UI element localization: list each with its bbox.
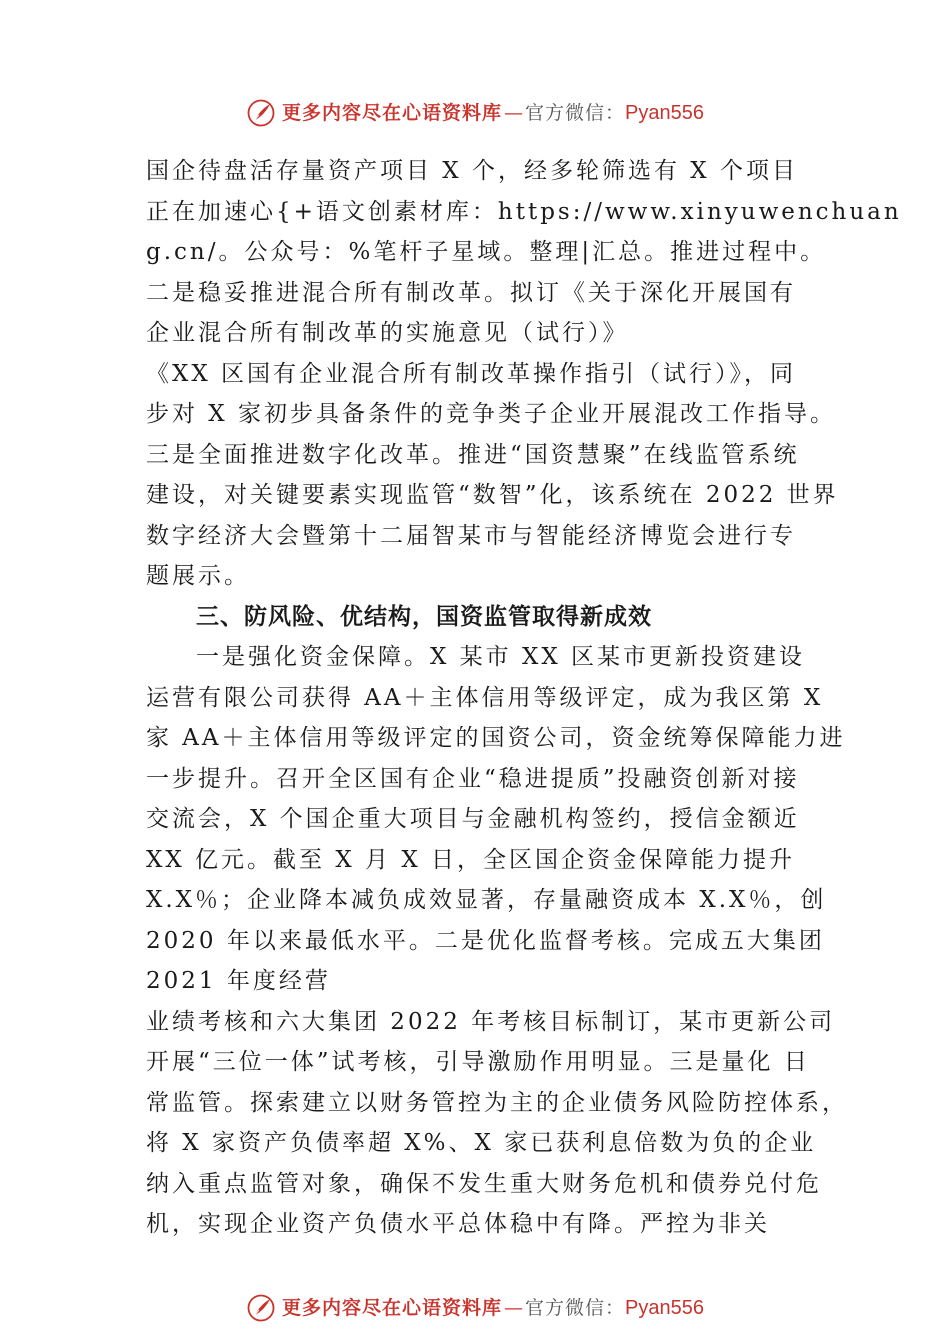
text-line: 交流会，X 个国企重大项目与金融机构签约，授信金额近 [146, 806, 800, 832]
quill-logo-icon [246, 98, 276, 128]
text-line: 数字经济大会暨第十二届智某市与智能经济博览会进行专 [146, 522, 796, 549]
text-line: 常监管。探索建立以财务管控为主的企业债务风险防控体系， [146, 1089, 848, 1116]
text-line: 一步提升。召开全区国有企业“稳进提质”投融资创新对接 [146, 765, 800, 792]
text-line: 国企待盘活存量资产项目 X 个，经多轮筛选有 X 个项目 [146, 158, 798, 184]
text-line: 2021 年度经营 [146, 968, 331, 994]
watermark-dash: — [504, 1296, 524, 1319]
section-heading: 三、防风险、优结构，国资监管取得新成效 [196, 603, 652, 630]
text-line: 开展“三位一体”试考核，引导激励作用明显。三是量化 日 [146, 1049, 810, 1075]
text-line: 机，实现企业资产负债水平总体稳中有降。严控为非关 [146, 1211, 770, 1237]
text-line: XX 亿元。截至 X 月 X 日，全区国企资金保障能力提升 [146, 846, 796, 873]
watermark-brand: 更多内容尽在心语资料库 [282, 1296, 503, 1319]
text-line: g.cn/。公众号：%笔杆子星域。整理|汇总。推进过程中。 [146, 239, 827, 265]
watermark-wechat-id: Pyan556 [625, 102, 704, 124]
text-line: 将 X 家资产负债率超 X%、X 家已获利息倍数为负的企业 [146, 1130, 817, 1156]
text-line: 正在加速心{+语文创素材库：https://www.xinyuwenchuan [146, 198, 902, 225]
text-line: 建设，对关键要素实现监管“数智”化，该系统在 2022 世界 [146, 482, 839, 508]
text-line: X.X％；企业降本减负成效显著，存量融资成本 X.X％，创 [146, 887, 827, 913]
text-line: 题展示。 [146, 563, 250, 589]
watermark-official-label: 官方微信： [525, 101, 626, 124]
text-line: 2020 年以来最低水平。二是优化监督考核。完成五大集团 [146, 927, 825, 954]
text-line: 业绩考核和六大集团 2022 年考核目标制订，某市更新公司 [146, 1008, 836, 1035]
text-line: 三是全面推进数字化改革。推进“国资慧聚”在线监管系统 [146, 441, 800, 468]
text-line: 企业混合所有制改革的实施意见（试行）》 [146, 320, 629, 346]
watermark-official-label: 官方微信： [525, 1296, 626, 1319]
text-line: 运营有限公司获得 AA＋主体信用等级评定，成为我区第 X [146, 684, 824, 711]
watermark-dash: — [504, 101, 524, 124]
text-line: 二是稳妥推进混合所有制改革。拟订《关于深化开展国有 [146, 279, 796, 306]
text-line: 步对 X 家初步具备条件的竞争类子企业开展混改工作指导。 [146, 401, 836, 427]
watermark-brand: 更多内容尽在心语资料库 [282, 101, 503, 124]
document-body [146, 151, 902, 1245]
header-watermark [0, 98, 950, 128]
quill-logo-icon [246, 1293, 276, 1323]
text-line: 《XX 区国有企业混合所有制改革操作指引（试行）》，同 [146, 360, 797, 387]
footer-watermark [0, 1293, 950, 1323]
paragraph-first-line: 一是强化资金保障。X 某市 XX 区某市更新投资建设 [196, 644, 806, 670]
watermark-wechat-id: Pyan556 [625, 1297, 704, 1319]
text-line: 家 AA＋主体信用等级评定的国资公司，资金统筹保障能力进 [146, 725, 846, 751]
text-line: 纳入重点监管对象，确保不发生重大财务危机和债券兑付危 [146, 1170, 822, 1197]
